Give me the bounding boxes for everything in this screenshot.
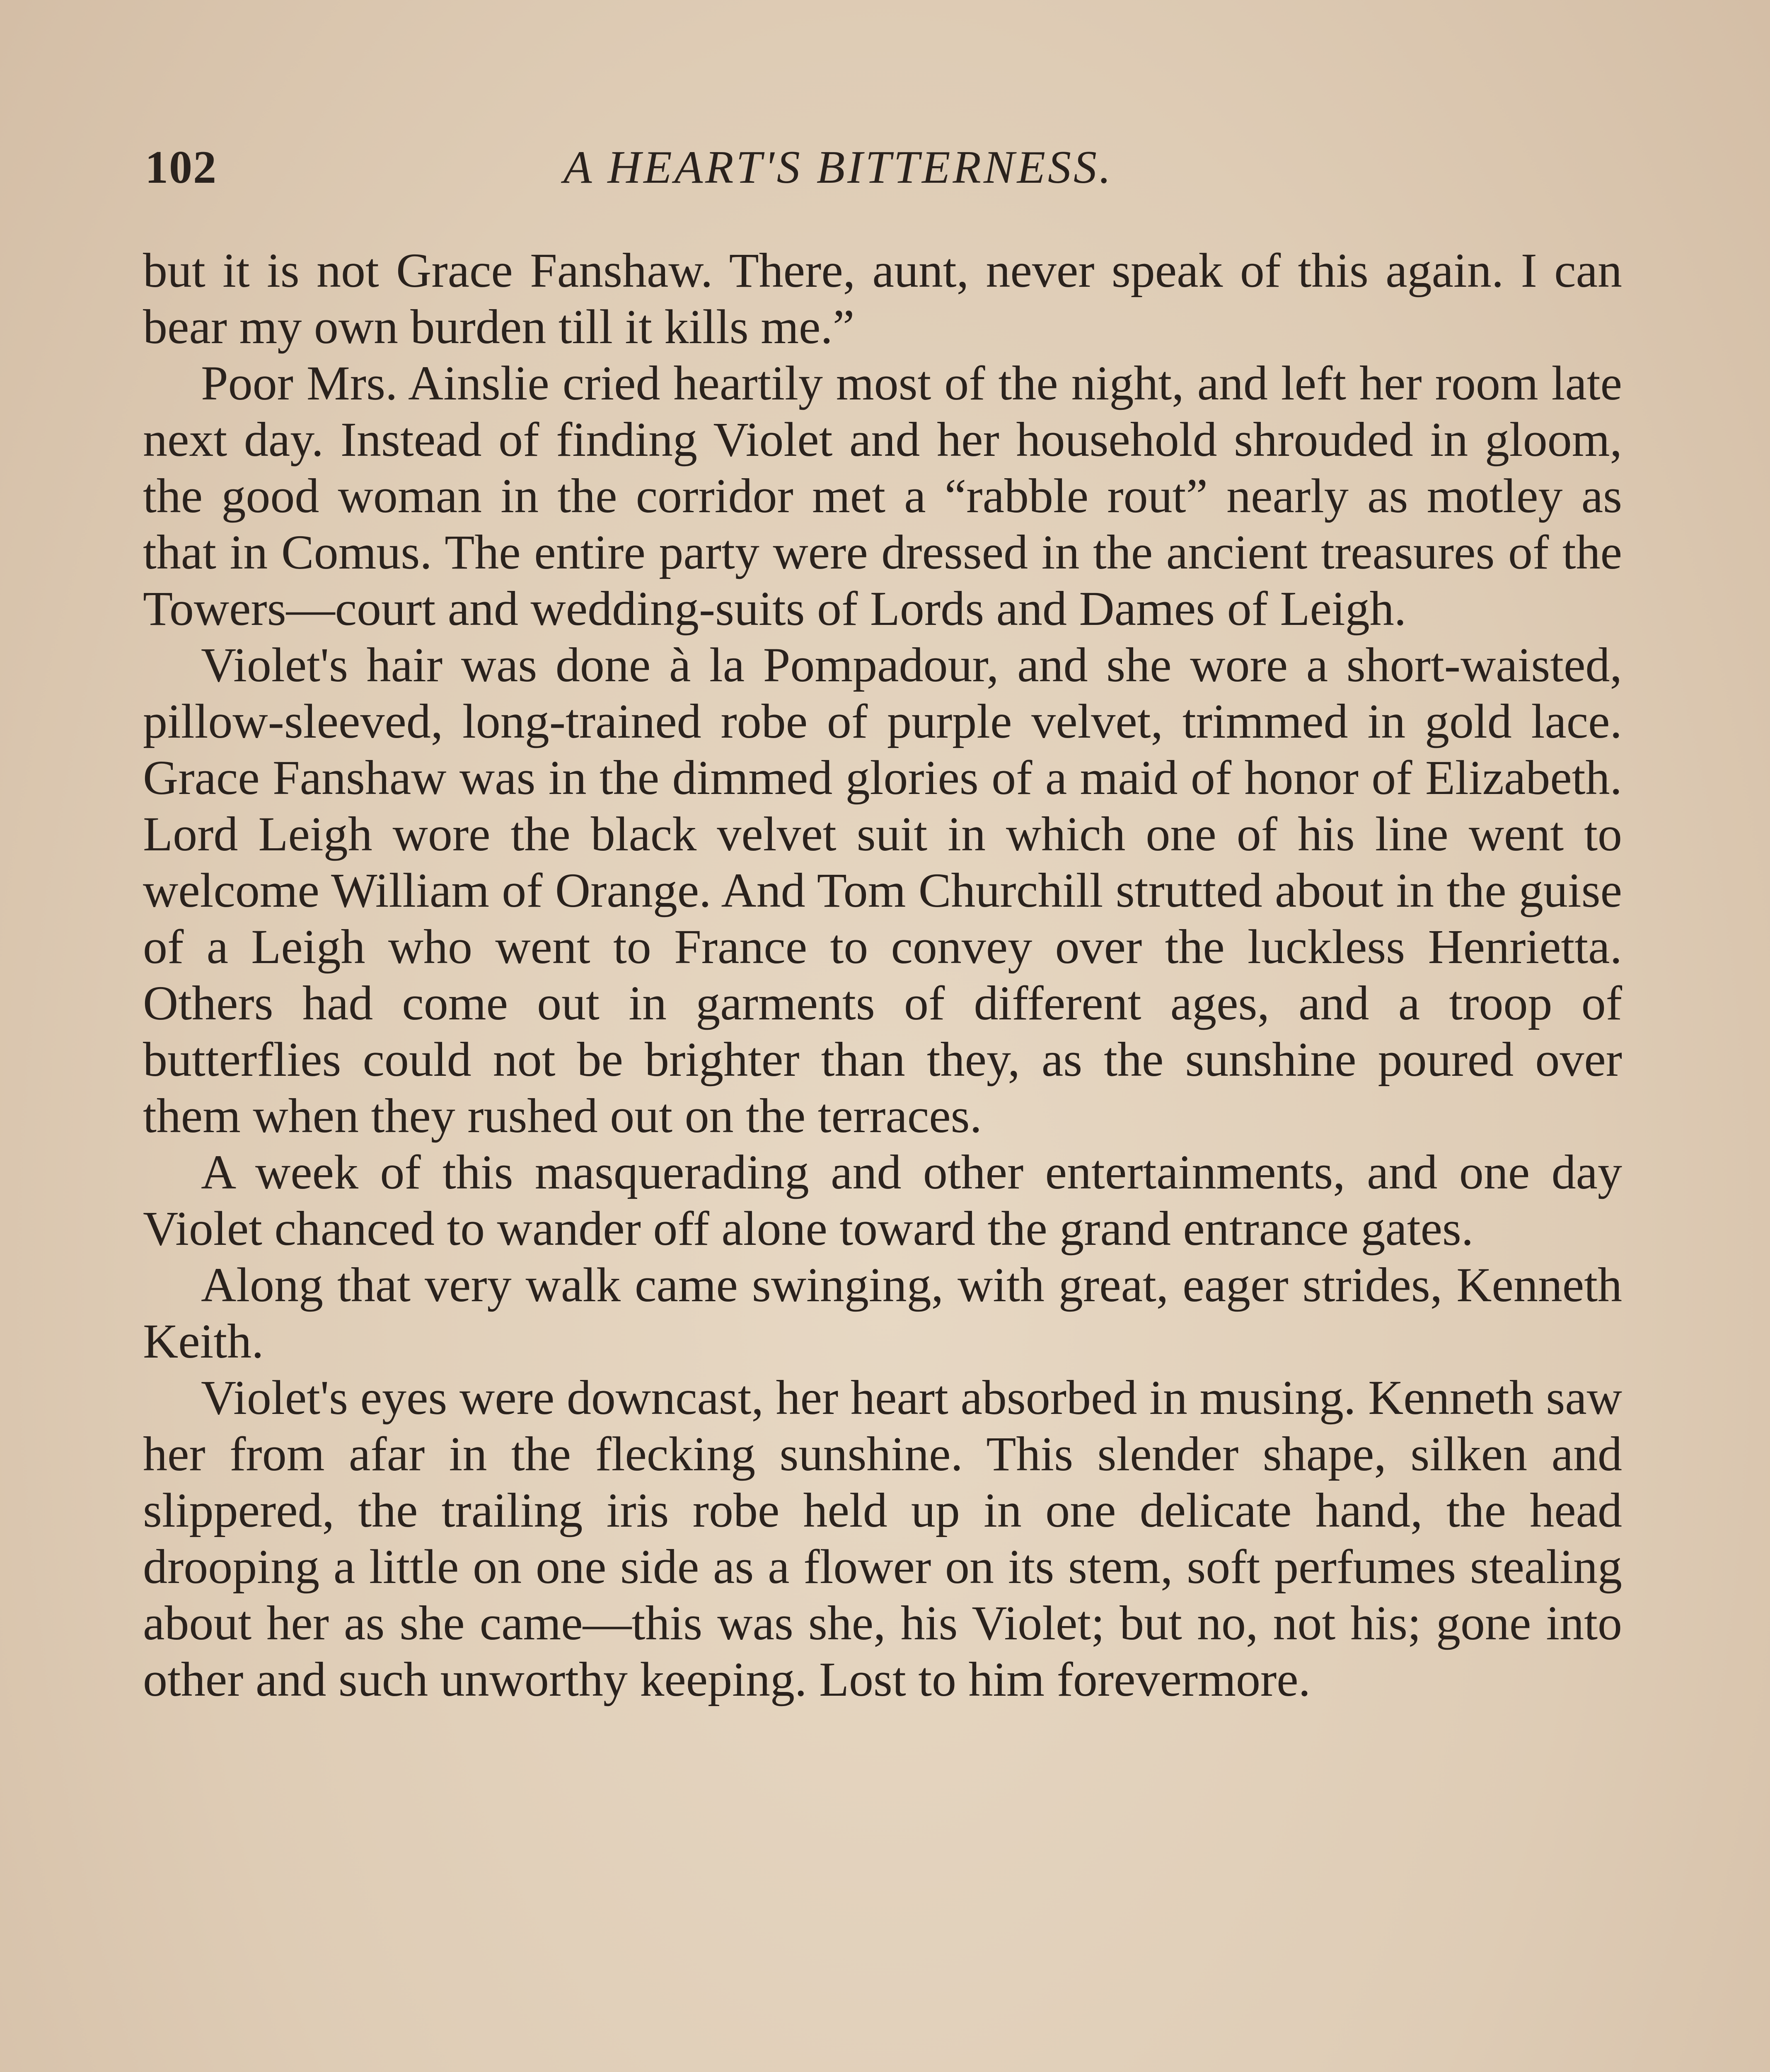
- paragraph: Poor Mrs. Ainslie cried heartily most of the night, and left her room late next day. Instead of finding Violet and her household shrouded in gloom, the good woman in the corridor met a “rabble rout” nearly as motley as that in Comus. The entire party were dressed in the ancient treasures of the Towers—court and wedding-suits of Lords and Dames of Leigh.: [143, 356, 1622, 636]
- paragraph: but it is not Grace Fanshaw. There, aunt, never speak of this again. I can bear my own burden till it kills me.”: [143, 243, 1622, 354]
- page-number: 102: [145, 142, 217, 193]
- running-head: [145, 141, 1620, 203]
- paragraph: A week of this masquerading and other entertainments, and one day Violet chanced to wander off alone toward the grand entrance gates.: [143, 1145, 1622, 1256]
- body-text: [143, 242, 1622, 1708]
- paragraph: Along that very walk came swinging, with great, eager strides, Kenneth Keith.: [143, 1258, 1622, 1368]
- paragraph: Violet's hair was done à la Pompadour, and she wore a short-waisted, pillow-sleeved, long-trained robe of purple velvet, trimmed in gold lace. Grace Fanshaw was in the dimmed glories of a maid of honor of Elizabeth. Lord Leigh wore the black velvet suit in which one of his line went to welcome William of Orange. And Tom Churchill strutted about in the guise of a Leigh who went to France to convey over the luckless Henrietta. Others had come out in garments of different ages, and a troop of butterflies could not be brighter than they, as the sunshine poured over them when they rushed out on the terraces.: [143, 638, 1622, 1143]
- paragraph: Violet's eyes were downcast, her heart absorbed in musing. Kenneth saw her from afar in the flecking sunshine. This slender shape, silken and slippered, the trailing iris robe held up in one delicate hand, the head drooping a little on one side as a flower on its stem, soft perfumes stealing about her as she came—this was she, his Violet; but no, not his; gone into other and such unworthy keeping. Lost to him forevermore.: [143, 1370, 1622, 1706]
- running-title: A HEART'S BITTERNESS.: [563, 142, 1113, 193]
